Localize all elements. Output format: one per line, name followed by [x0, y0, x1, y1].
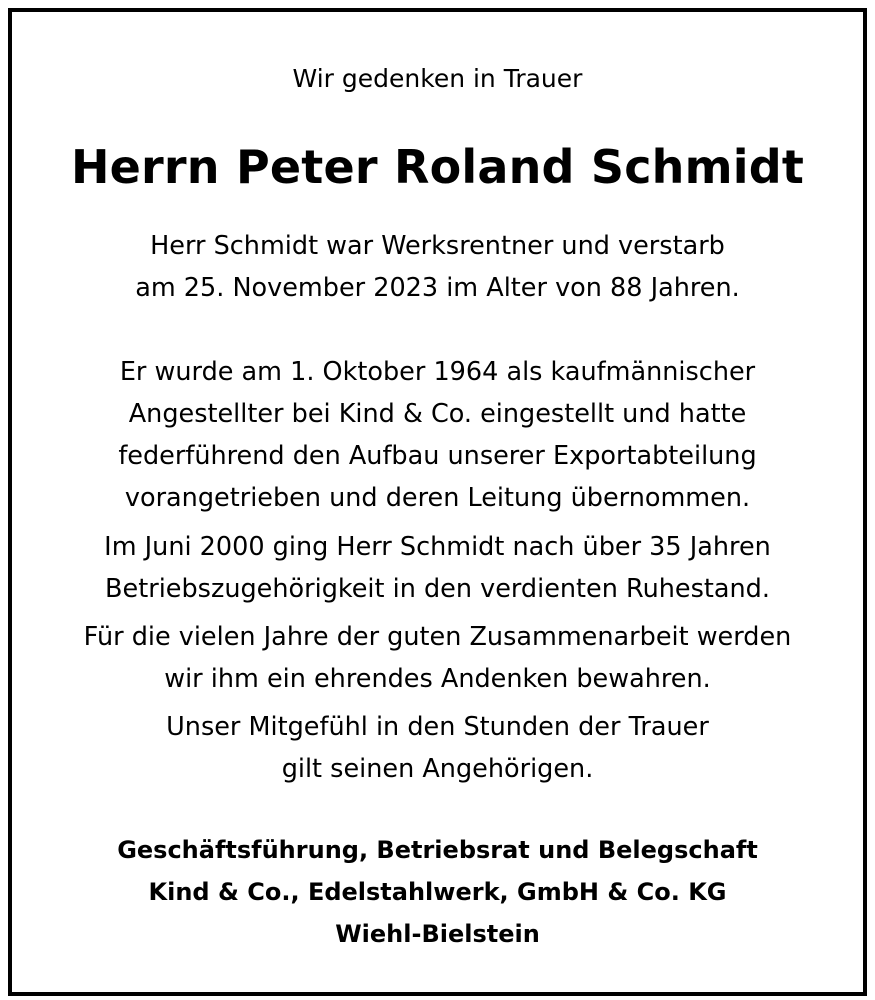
paragraph-line: Angestellter bei Kind & Co. eingestellt und hatte	[128, 399, 747, 429]
paragraph-line: Für die vielen Jahre der guten Zusammenarbeit werden	[83, 622, 792, 652]
paragraph-retirement-death	[0, 225, 875, 309]
signature-line: Geschäftsführung, Betriebsrat und Belegschaft	[117, 836, 758, 864]
paragraph-line: Er wurde am 1. Oktober 1964 als kaufmännischer	[119, 357, 756, 387]
paragraph-line: gilt seinen Angehörigen.	[281, 754, 594, 784]
signature-block	[0, 829, 875, 955]
intro-line	[0, 62, 875, 96]
paragraph-line: wir ihm ein ehrendes Andenken bewahren.	[164, 664, 711, 694]
paragraph-retirement	[0, 526, 875, 610]
signature-line: Kind & Co., Edelstahlwerk, GmbH & Co. KG	[148, 878, 727, 906]
paragraph-remembrance	[0, 616, 875, 700]
deceased-name-text: Herrn Peter Roland Schmidt	[70, 140, 805, 194]
paragraph-line: federführend den Aufbau unserer Exportabteilung	[118, 441, 757, 471]
deceased-name	[0, 137, 875, 197]
paragraph-line: Betriebszugehörigkeit in den verdienten Ruhestand.	[105, 574, 770, 604]
intro-text: Wir gedenken in Trauer	[292, 64, 583, 93]
paragraph-line: am 25. November 2023 im Alter von 88 Jahren.	[135, 273, 740, 303]
paragraph-line: Herr Schmidt war Werksrentner und verstarb	[150, 231, 725, 261]
paragraph-career	[0, 351, 875, 519]
paragraph-condolence	[0, 706, 875, 790]
signature-line: Wiehl-Bielstein	[335, 920, 540, 948]
paragraph-line: Unser Mitgefühl in den Stunden der Trauer	[166, 712, 709, 742]
paragraph-line: vorangetrieben und deren Leitung übernommen.	[124, 483, 751, 513]
paragraph-line: Im Juni 2000 ging Herr Schmidt nach über 35 Jahren	[104, 532, 771, 562]
